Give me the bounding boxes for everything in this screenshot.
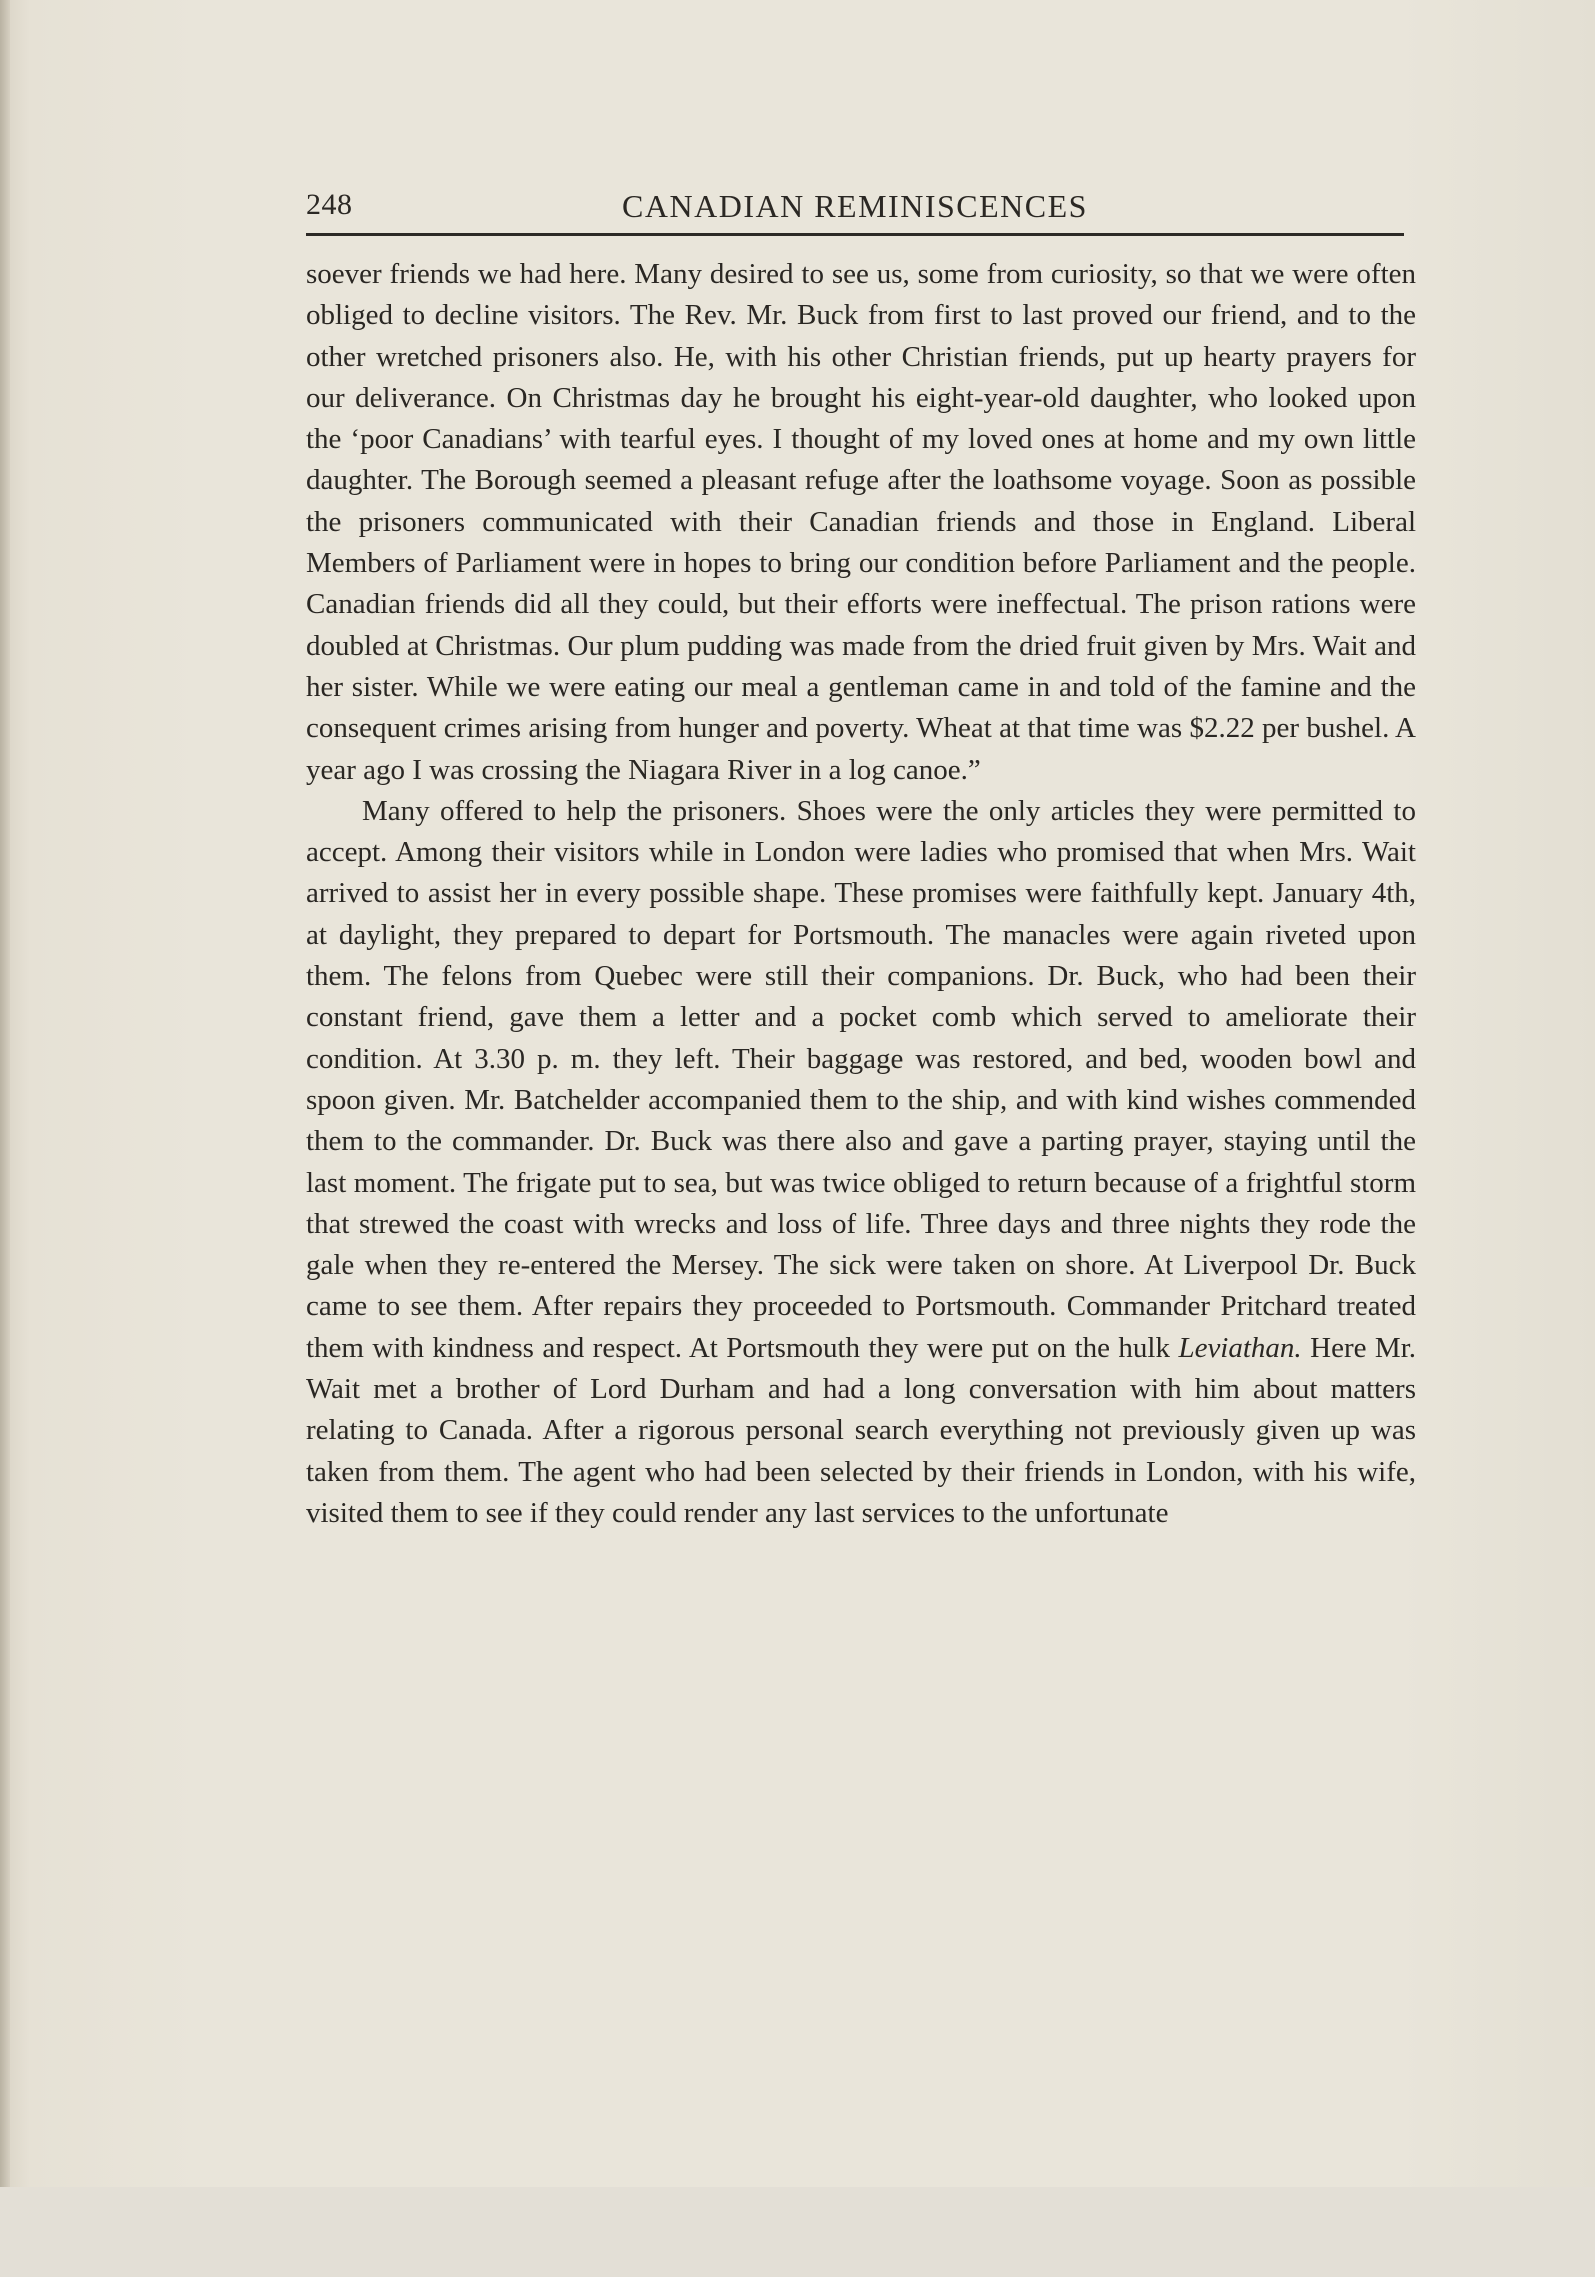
- body-text: [306, 254, 1416, 1534]
- scan-bottom-margin: [0, 2187, 1595, 2277]
- page-number: 248: [306, 188, 353, 221]
- ship-name: Leviathan.: [1178, 1331, 1302, 1364]
- running-title: CANADIAN REMINISCENCES: [622, 188, 1088, 224]
- running-head: [306, 188, 1404, 232]
- paragraph-2-part-1: Many offered to help the prisoners. Shoes were the only articles they were permitted to accept. Among their visitors while in London were ladies who promised that when Mrs. Wait arrived to assist her in every possible shape. These promises were faithfully kept. January 4th, at daylight, they prepared to depart for Portsmouth. The manacles were again riveted upon them. The felons from Quebec were still their companions. Dr. Buck, who had been their constant friend, gave them a letter and a pocket comb which served to ameliorate their condition. At 3.30 p. m. they left. Their baggage was restored, and bed, wooden bowl and spoon given. Mr. Batchelder accompanied them to the ship, and with kind wishes commended them to the commander. Dr. Buck was there also and gave a parting prayer, staying until the last moment. The frigate put to sea, but was twice obliged to return because of a frightful storm that strewed the coast with wrecks and loss of life. Three days and three nights they rode the gale when they re-entered the Mersey. The sick were taken on shore. At Liverpool Dr. Buck came to see them. After repairs they proceeded to Portsmouth. Commander Pritchard treated them with kindness and respect. At Portsmouth they were put on the hulk: [306, 794, 1416, 1364]
- header-rule: [306, 233, 1404, 236]
- paragraph-1: soever friends we had here. Many desired to see us, some from curiosity, so that we were often obliged to decline visitors. The Rev. Mr. Buck from first to last proved our friend, and to the other wretched prisoners also. He, with his other Christian friends, put up hearty prayers for our deliverance. On Christmas day he brought his eight-year-old daughter, who looked upon the ‘poor Canadians’ with tearful eyes. I thought of my loved ones at home and my own little daughter. The Borough seemed a pleasant refuge after the loathsome voyage. Soon as possible the prisoners communicated with their Canadian friends and those in England. Liberal Members of Parliament were in hopes to bring our condition before Parliament and the people. Canadian friends did all they could, but their efforts were ineffectual. The prison rations were doubled at Christmas. Our plum pudding was made from the dried fruit given by Mrs. Wait and her sister. While we were eating our meal a gentleman came in and told of the famine and the consequent crimes arising from hunger and poverty. Wheat at that time was $2.22 per bushel. A year ago I was crossing the Niagara River in a log canoe.”: [306, 258, 1416, 786]
- paragraph-2-part-2: Here Mr. Wait met a brother of Lord Durham and had a long conversation with him about matters relating to Canada. After a rigorous personal search everything not previously given up was taken from them. The agent who had been selected by their friends in London, with his wife, visited them to see if they could render any last services to the unfortunate: [306, 1331, 1416, 1529]
- page-spine-shadow: [0, 0, 10, 2277]
- paragraph-2: [306, 791, 1416, 1534]
